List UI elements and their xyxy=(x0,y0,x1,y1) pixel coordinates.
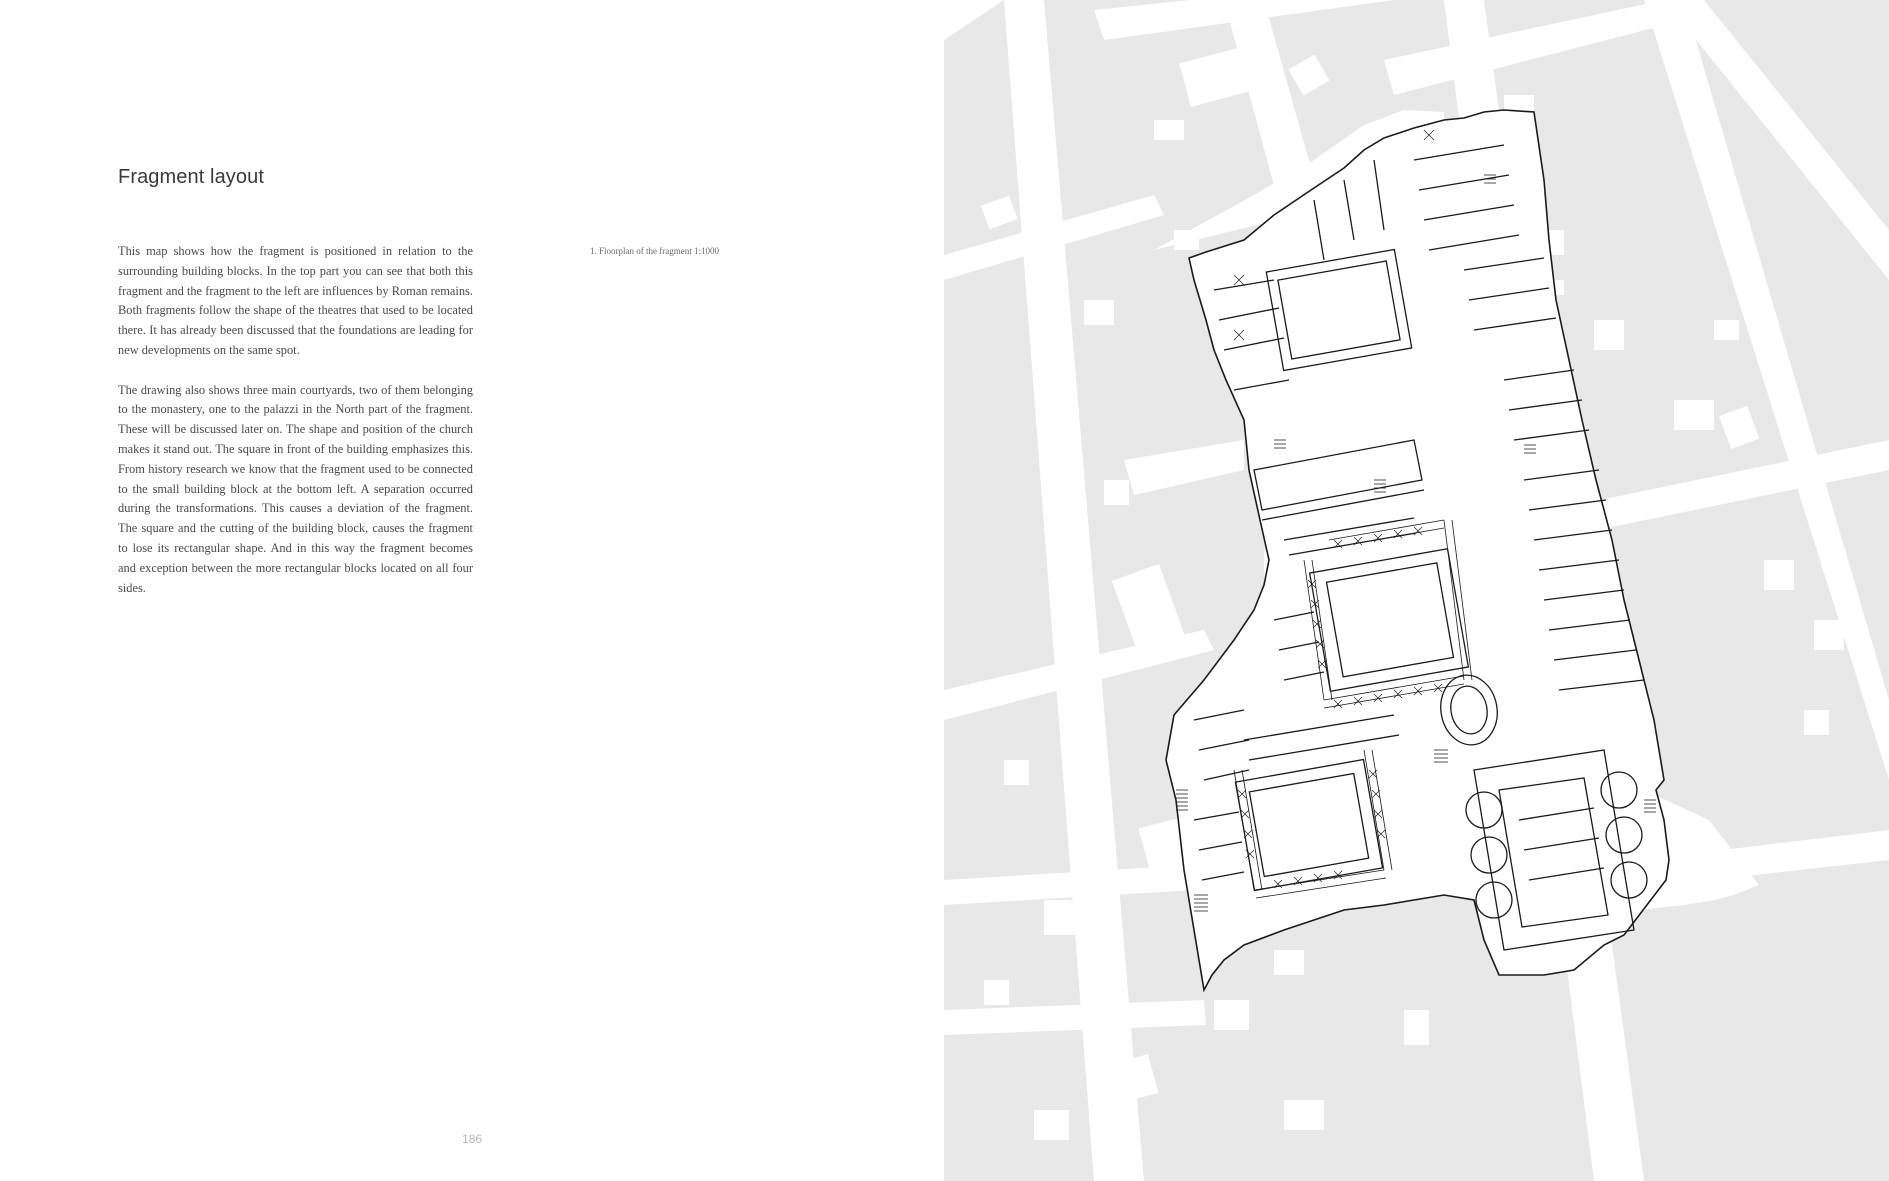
page-number: 186 xyxy=(462,1132,483,1146)
paragraph-2: The drawing also shows three main courtyards, two of them belonging to the monastery, one to the palazzi in the North part of the fragment. These will be discussed later on. The shape and position of the church makes it stand out. The square in front of the building emphasizes this. From history research we know that the fragment used to be connected to the small building block at the bottom left. A separation occurred during the transformations. This causes a deviation of the fragment. The square and the cutting of the building block, causes the fragment to lose its rectangular shape. And in this way the fragment becomes and exception between the more rectangular blocks located on all four sides. xyxy=(118,382,473,595)
page-title: Fragment layout xyxy=(118,166,265,188)
body-text xyxy=(118,242,473,618)
figure-caption: 1. Floorplan of the fragment 1:1000 xyxy=(590,246,719,256)
left-page xyxy=(0,0,944,1181)
floorplan-map xyxy=(944,0,1889,1181)
right-page xyxy=(944,0,1889,1181)
paragraph-1: This map shows how the fragment is positioned in relation to the surrounding building blocks. In the top part you can see that both this fragment and the fragment to the left are influences by Roman remains. Both fragments follow the shape of the theatres that used to be located there. It has already been discussed that the foundations are leading for new developments on the same spot. xyxy=(118,244,473,357)
